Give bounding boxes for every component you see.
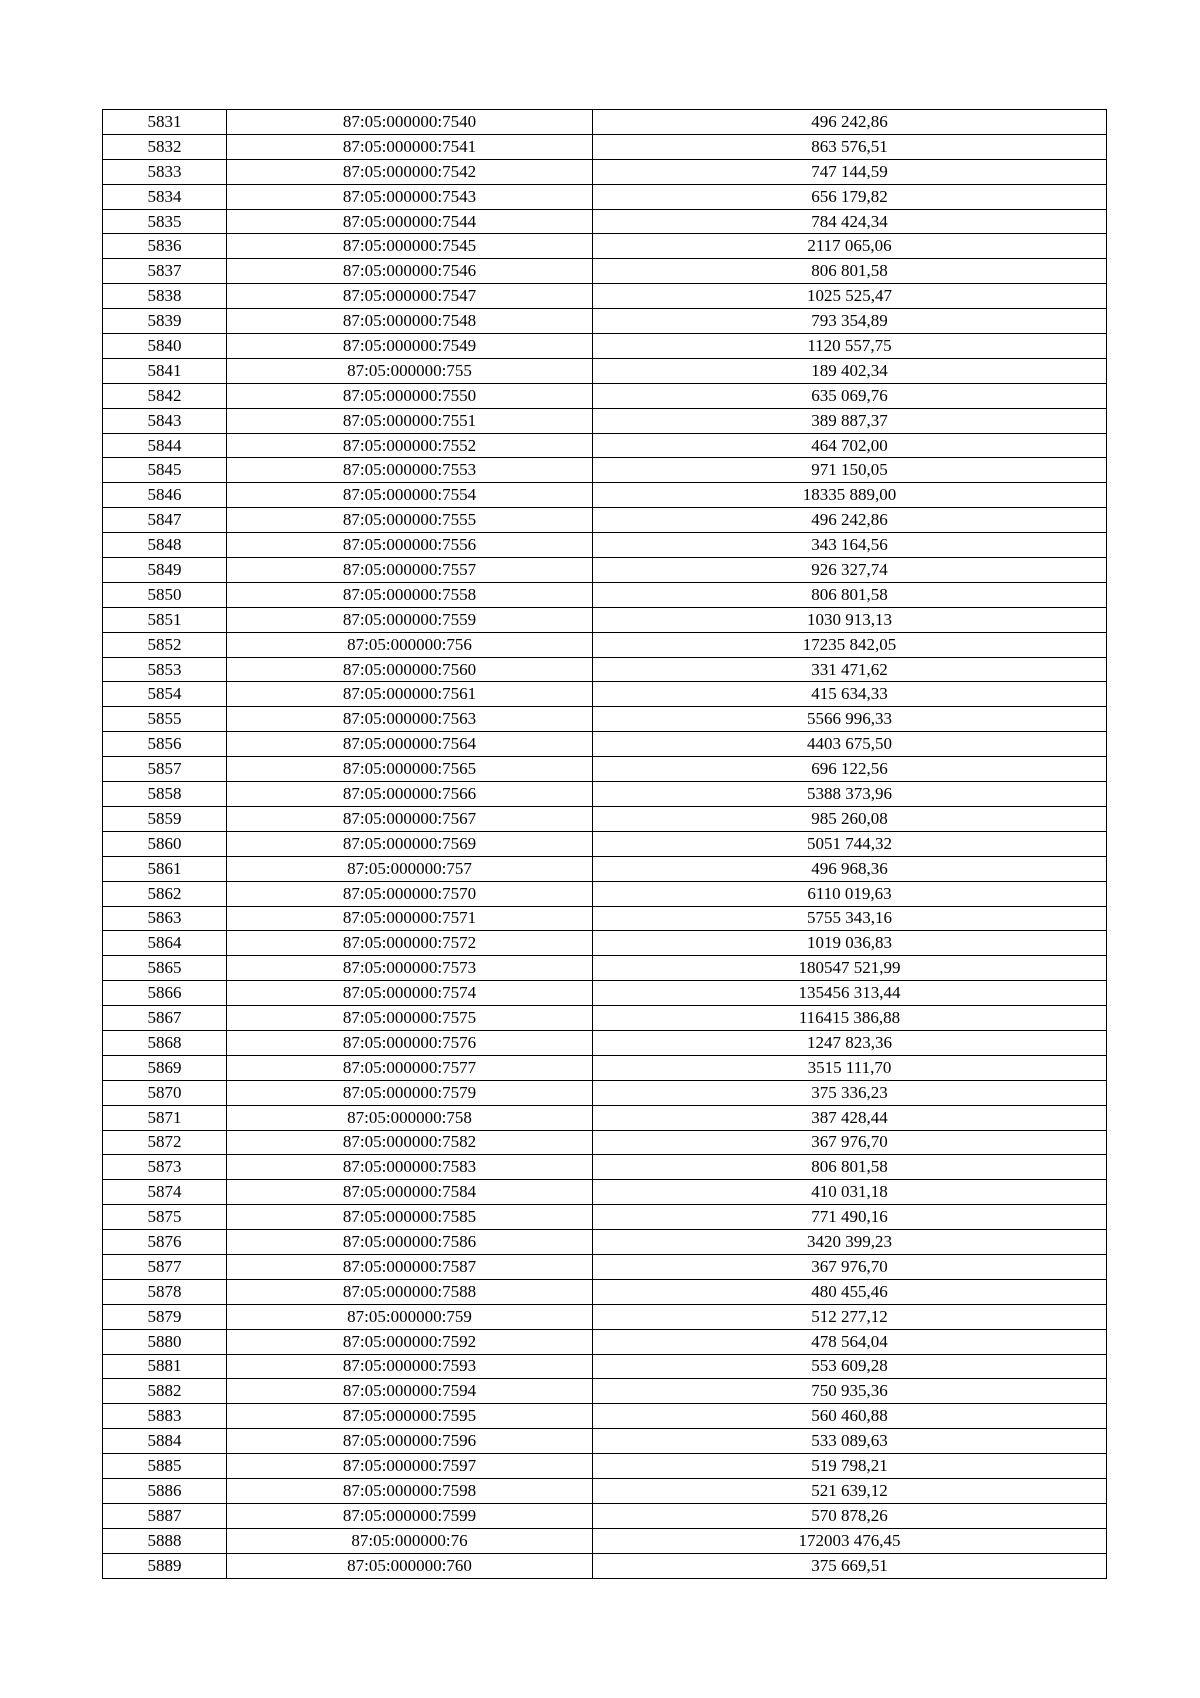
cadastral-value-cell: 533 089,63 bbox=[593, 1429, 1107, 1454]
cadastral-number-cell: 87:05:000000:758 bbox=[227, 1105, 593, 1130]
cadastral-number-cell: 87:05:000000:7540 bbox=[227, 110, 593, 135]
table-row bbox=[103, 906, 1107, 931]
cadastral-number-cell: 87:05:000000:7587 bbox=[227, 1254, 593, 1279]
row-number-cell: 5841 bbox=[103, 358, 227, 383]
cadastral-value-cell: 5051 744,32 bbox=[593, 831, 1107, 856]
cadastral-number-cell: 87:05:000000:7598 bbox=[227, 1478, 593, 1503]
cadastral-value-cell: 806 801,58 bbox=[593, 582, 1107, 607]
cadastral-number-cell: 87:05:000000:7567 bbox=[227, 806, 593, 831]
row-number-cell: 5838 bbox=[103, 284, 227, 309]
row-number-cell: 5883 bbox=[103, 1404, 227, 1429]
row-number-cell: 5850 bbox=[103, 582, 227, 607]
cadastral-value-cell: 793 354,89 bbox=[593, 309, 1107, 334]
row-number-cell: 5881 bbox=[103, 1354, 227, 1379]
cadastral-number-cell: 87:05:000000:76 bbox=[227, 1528, 593, 1553]
row-number-cell: 5844 bbox=[103, 433, 227, 458]
cadastral-value-table bbox=[102, 109, 1107, 1579]
cadastral-number-cell: 87:05:000000:7595 bbox=[227, 1404, 593, 1429]
cadastral-number-cell: 87:05:000000:7556 bbox=[227, 533, 593, 558]
cadastral-number-cell: 87:05:000000:7597 bbox=[227, 1454, 593, 1479]
cadastral-value-cell: 367 976,70 bbox=[593, 1130, 1107, 1155]
cadastral-number-cell: 87:05:000000:7576 bbox=[227, 1030, 593, 1055]
row-number-cell: 5879 bbox=[103, 1304, 227, 1329]
cadastral-number-cell: 87:05:000000:7585 bbox=[227, 1205, 593, 1230]
table-row bbox=[103, 657, 1107, 682]
cadastral-number-cell: 87:05:000000:7596 bbox=[227, 1429, 593, 1454]
table-row bbox=[103, 1130, 1107, 1155]
cadastral-value-cell: 635 069,76 bbox=[593, 383, 1107, 408]
table-row bbox=[103, 1404, 1107, 1429]
cadastral-value-cell: 6110 019,63 bbox=[593, 881, 1107, 906]
table-row bbox=[103, 1528, 1107, 1553]
row-number-cell: 5887 bbox=[103, 1503, 227, 1528]
row-number-cell: 5855 bbox=[103, 707, 227, 732]
row-number-cell: 5874 bbox=[103, 1180, 227, 1205]
cadastral-number-cell: 87:05:000000:7541 bbox=[227, 134, 593, 159]
row-number-cell: 5845 bbox=[103, 458, 227, 483]
cadastral-number-cell: 87:05:000000:7553 bbox=[227, 458, 593, 483]
table-row bbox=[103, 582, 1107, 607]
table-row bbox=[103, 533, 1107, 558]
cadastral-value-cell: 806 801,58 bbox=[593, 259, 1107, 284]
table-row bbox=[103, 284, 1107, 309]
row-number-cell: 5870 bbox=[103, 1080, 227, 1105]
cadastral-number-cell: 87:05:000000:7548 bbox=[227, 309, 593, 334]
table-row bbox=[103, 632, 1107, 657]
cadastral-number-cell: 87:05:000000:7550 bbox=[227, 383, 593, 408]
table-row bbox=[103, 458, 1107, 483]
cadastral-number-cell: 87:05:000000:7560 bbox=[227, 657, 593, 682]
cadastral-value-cell: 478 564,04 bbox=[593, 1329, 1107, 1354]
cadastral-number-cell: 87:05:000000:7584 bbox=[227, 1180, 593, 1205]
row-number-cell: 5889 bbox=[103, 1553, 227, 1578]
row-number-cell: 5858 bbox=[103, 782, 227, 807]
cadastral-number-cell: 87:05:000000:760 bbox=[227, 1553, 593, 1578]
cadastral-value-cell: 521 639,12 bbox=[593, 1478, 1107, 1503]
row-number-cell: 5886 bbox=[103, 1478, 227, 1503]
row-number-cell: 5873 bbox=[103, 1155, 227, 1180]
table-row bbox=[103, 259, 1107, 284]
table-row bbox=[103, 508, 1107, 533]
table-row bbox=[103, 732, 1107, 757]
row-number-cell: 5854 bbox=[103, 682, 227, 707]
cadastral-number-cell: 87:05:000000:7566 bbox=[227, 782, 593, 807]
row-number-cell: 5833 bbox=[103, 159, 227, 184]
cadastral-value-cell: 375 336,23 bbox=[593, 1080, 1107, 1105]
table-row bbox=[103, 1205, 1107, 1230]
cadastral-number-cell: 87:05:000000:7559 bbox=[227, 607, 593, 632]
row-number-cell: 5860 bbox=[103, 831, 227, 856]
cadastral-number-cell: 87:05:000000:7543 bbox=[227, 184, 593, 209]
cadastral-value-cell: 496 242,86 bbox=[593, 508, 1107, 533]
cadastral-value-cell: 5755 343,16 bbox=[593, 906, 1107, 931]
table-row bbox=[103, 159, 1107, 184]
cadastral-number-cell: 87:05:000000:7593 bbox=[227, 1354, 593, 1379]
table-row bbox=[103, 1055, 1107, 1080]
table-row bbox=[103, 682, 1107, 707]
cadastral-value-cell: 656 179,82 bbox=[593, 184, 1107, 209]
cadastral-number-cell: 87:05:000000:7572 bbox=[227, 931, 593, 956]
cadastral-value-cell: 415 634,33 bbox=[593, 682, 1107, 707]
cadastral-value-cell: 5388 373,96 bbox=[593, 782, 1107, 807]
cadastral-value-cell: 367 976,70 bbox=[593, 1254, 1107, 1279]
table-row bbox=[103, 1429, 1107, 1454]
cadastral-number-cell: 87:05:000000:7549 bbox=[227, 334, 593, 359]
table-row bbox=[103, 184, 1107, 209]
cadastral-number-cell: 87:05:000000:755 bbox=[227, 358, 593, 383]
table-row bbox=[103, 234, 1107, 259]
row-number-cell: 5885 bbox=[103, 1454, 227, 1479]
table-row bbox=[103, 1503, 1107, 1528]
row-number-cell: 5851 bbox=[103, 607, 227, 632]
table-row bbox=[103, 881, 1107, 906]
cadastral-value-cell: 375 669,51 bbox=[593, 1553, 1107, 1578]
row-number-cell: 5869 bbox=[103, 1055, 227, 1080]
cadastral-number-cell: 87:05:000000:7544 bbox=[227, 209, 593, 234]
cadastral-number-cell: 87:05:000000:7569 bbox=[227, 831, 593, 856]
row-number-cell: 5831 bbox=[103, 110, 227, 135]
cadastral-value-cell: 747 144,59 bbox=[593, 159, 1107, 184]
table-body bbox=[103, 110, 1107, 1579]
cadastral-value-cell: 464 702,00 bbox=[593, 433, 1107, 458]
cadastral-value-cell: 806 801,58 bbox=[593, 1155, 1107, 1180]
cadastral-value-cell: 410 031,18 bbox=[593, 1180, 1107, 1205]
cadastral-number-cell: 87:05:000000:7579 bbox=[227, 1080, 593, 1105]
row-number-cell: 5857 bbox=[103, 757, 227, 782]
row-number-cell: 5867 bbox=[103, 1006, 227, 1031]
cadastral-number-cell: 87:05:000000:7592 bbox=[227, 1329, 593, 1354]
cadastral-number-cell: 87:05:000000:7547 bbox=[227, 284, 593, 309]
row-number-cell: 5882 bbox=[103, 1379, 227, 1404]
cadastral-number-cell: 87:05:000000:7564 bbox=[227, 732, 593, 757]
row-number-cell: 5847 bbox=[103, 508, 227, 533]
table-row bbox=[103, 1105, 1107, 1130]
cadastral-number-cell: 87:05:000000:7571 bbox=[227, 906, 593, 931]
table-row bbox=[103, 1254, 1107, 1279]
cadastral-value-cell: 784 424,34 bbox=[593, 209, 1107, 234]
cadastral-value-cell: 343 164,56 bbox=[593, 533, 1107, 558]
cadastral-number-cell: 87:05:000000:7574 bbox=[227, 981, 593, 1006]
table-row bbox=[103, 856, 1107, 881]
row-number-cell: 5852 bbox=[103, 632, 227, 657]
cadastral-value-cell: 116415 386,88 bbox=[593, 1006, 1107, 1031]
cadastral-number-cell: 87:05:000000:7588 bbox=[227, 1279, 593, 1304]
cadastral-value-cell: 512 277,12 bbox=[593, 1304, 1107, 1329]
row-number-cell: 5872 bbox=[103, 1130, 227, 1155]
table-row bbox=[103, 931, 1107, 956]
cadastral-number-cell: 87:05:000000:7575 bbox=[227, 1006, 593, 1031]
cadastral-value-cell: 180547 521,99 bbox=[593, 956, 1107, 981]
cadastral-value-cell: 750 935,36 bbox=[593, 1379, 1107, 1404]
row-number-cell: 5842 bbox=[103, 383, 227, 408]
cadastral-number-cell: 87:05:000000:7557 bbox=[227, 558, 593, 583]
row-number-cell: 5853 bbox=[103, 657, 227, 682]
cadastral-number-cell: 87:05:000000:756 bbox=[227, 632, 593, 657]
cadastral-value-cell: 172003 476,45 bbox=[593, 1528, 1107, 1553]
row-number-cell: 5888 bbox=[103, 1528, 227, 1553]
table-row bbox=[103, 433, 1107, 458]
table-row bbox=[103, 209, 1107, 234]
cadastral-value-cell: 926 327,74 bbox=[593, 558, 1107, 583]
row-number-cell: 5856 bbox=[103, 732, 227, 757]
row-number-cell: 5880 bbox=[103, 1329, 227, 1354]
row-number-cell: 5868 bbox=[103, 1030, 227, 1055]
row-number-cell: 5878 bbox=[103, 1279, 227, 1304]
table-row bbox=[103, 1478, 1107, 1503]
table-row bbox=[103, 334, 1107, 359]
row-number-cell: 5837 bbox=[103, 259, 227, 284]
cadastral-value-cell: 189 402,34 bbox=[593, 358, 1107, 383]
table-row bbox=[103, 383, 1107, 408]
table-row bbox=[103, 1379, 1107, 1404]
table-row bbox=[103, 558, 1107, 583]
table-row bbox=[103, 782, 1107, 807]
row-number-cell: 5875 bbox=[103, 1205, 227, 1230]
cadastral-number-cell: 87:05:000000:7554 bbox=[227, 483, 593, 508]
cadastral-value-cell: 553 609,28 bbox=[593, 1354, 1107, 1379]
cadastral-number-cell: 87:05:000000:7552 bbox=[227, 433, 593, 458]
row-number-cell: 5840 bbox=[103, 334, 227, 359]
cadastral-number-cell: 87:05:000000:7573 bbox=[227, 956, 593, 981]
table-row bbox=[103, 134, 1107, 159]
cadastral-number-cell: 87:05:000000:7582 bbox=[227, 1130, 593, 1155]
row-number-cell: 5877 bbox=[103, 1254, 227, 1279]
row-number-cell: 5835 bbox=[103, 209, 227, 234]
table-row bbox=[103, 707, 1107, 732]
row-number-cell: 5834 bbox=[103, 184, 227, 209]
row-number-cell: 5884 bbox=[103, 1429, 227, 1454]
cadastral-value-cell: 17235 842,05 bbox=[593, 632, 1107, 657]
row-number-cell: 5859 bbox=[103, 806, 227, 831]
row-number-cell: 5836 bbox=[103, 234, 227, 259]
row-number-cell: 5866 bbox=[103, 981, 227, 1006]
table-row bbox=[103, 831, 1107, 856]
cadastral-number-cell: 87:05:000000:7594 bbox=[227, 1379, 593, 1404]
table-row bbox=[103, 1354, 1107, 1379]
cadastral-number-cell: 87:05:000000:7586 bbox=[227, 1230, 593, 1255]
table-row bbox=[103, 1230, 1107, 1255]
cadastral-number-cell: 87:05:000000:7558 bbox=[227, 582, 593, 607]
table-row bbox=[103, 1080, 1107, 1105]
table-row bbox=[103, 1030, 1107, 1055]
cadastral-value-cell: 560 460,88 bbox=[593, 1404, 1107, 1429]
cadastral-value-cell: 1120 557,75 bbox=[593, 334, 1107, 359]
cadastral-value-cell: 3420 399,23 bbox=[593, 1230, 1107, 1255]
cadastral-number-cell: 87:05:000000:7561 bbox=[227, 682, 593, 707]
table-row bbox=[103, 1006, 1107, 1031]
table-row bbox=[103, 1155, 1107, 1180]
cadastral-value-cell: 3515 111,70 bbox=[593, 1055, 1107, 1080]
cadastral-value-cell: 4403 675,50 bbox=[593, 732, 1107, 757]
table-row bbox=[103, 358, 1107, 383]
row-number-cell: 5865 bbox=[103, 956, 227, 981]
row-number-cell: 5849 bbox=[103, 558, 227, 583]
row-number-cell: 5864 bbox=[103, 931, 227, 956]
table-row bbox=[103, 956, 1107, 981]
cadastral-value-cell: 696 122,56 bbox=[593, 757, 1107, 782]
cadastral-value-cell: 496 242,86 bbox=[593, 110, 1107, 135]
table-row bbox=[103, 483, 1107, 508]
row-number-cell: 5862 bbox=[103, 881, 227, 906]
row-number-cell: 5863 bbox=[103, 906, 227, 931]
table-row bbox=[103, 1454, 1107, 1479]
cadastral-number-cell: 87:05:000000:7542 bbox=[227, 159, 593, 184]
cadastral-value-cell: 570 878,26 bbox=[593, 1503, 1107, 1528]
table-row bbox=[103, 757, 1107, 782]
row-number-cell: 5871 bbox=[103, 1105, 227, 1130]
table-row bbox=[103, 806, 1107, 831]
cadastral-number-cell: 87:05:000000:7599 bbox=[227, 1503, 593, 1528]
cadastral-value-cell: 135456 313,44 bbox=[593, 981, 1107, 1006]
table-row bbox=[103, 110, 1107, 135]
table-row bbox=[103, 1279, 1107, 1304]
row-number-cell: 5843 bbox=[103, 408, 227, 433]
cadastral-value-cell: 1019 036,83 bbox=[593, 931, 1107, 956]
row-number-cell: 5839 bbox=[103, 309, 227, 334]
table-row bbox=[103, 607, 1107, 632]
table-row bbox=[103, 1304, 1107, 1329]
row-number-cell: 5876 bbox=[103, 1230, 227, 1255]
cadastral-number-cell: 87:05:000000:7570 bbox=[227, 881, 593, 906]
cadastral-number-cell: 87:05:000000:757 bbox=[227, 856, 593, 881]
cadastral-value-cell: 1025 525,47 bbox=[593, 284, 1107, 309]
cadastral-value-cell: 496 968,36 bbox=[593, 856, 1107, 881]
cadastral-number-cell: 87:05:000000:7563 bbox=[227, 707, 593, 732]
cadastral-number-cell: 87:05:000000:7565 bbox=[227, 757, 593, 782]
row-number-cell: 5861 bbox=[103, 856, 227, 881]
cadastral-value-cell: 1030 913,13 bbox=[593, 607, 1107, 632]
cadastral-value-cell: 519 798,21 bbox=[593, 1454, 1107, 1479]
table-row bbox=[103, 309, 1107, 334]
cadastral-number-cell: 87:05:000000:759 bbox=[227, 1304, 593, 1329]
table-row bbox=[103, 408, 1107, 433]
table-row bbox=[103, 1553, 1107, 1578]
cadastral-value-cell: 5566 996,33 bbox=[593, 707, 1107, 732]
cadastral-value-cell: 387 428,44 bbox=[593, 1105, 1107, 1130]
row-number-cell: 5832 bbox=[103, 134, 227, 159]
cadastral-value-cell: 771 490,16 bbox=[593, 1205, 1107, 1230]
cadastral-value-cell: 18335 889,00 bbox=[593, 483, 1107, 508]
cadastral-value-cell: 331 471,62 bbox=[593, 657, 1107, 682]
cadastral-value-cell: 971 150,05 bbox=[593, 458, 1107, 483]
table-row bbox=[103, 1329, 1107, 1354]
cadastral-value-cell: 863 576,51 bbox=[593, 134, 1107, 159]
table-row bbox=[103, 981, 1107, 1006]
cadastral-value-cell: 480 455,46 bbox=[593, 1279, 1107, 1304]
table-row bbox=[103, 1180, 1107, 1205]
cadastral-number-cell: 87:05:000000:7545 bbox=[227, 234, 593, 259]
cadastral-value-cell: 985 260,08 bbox=[593, 806, 1107, 831]
row-number-cell: 5848 bbox=[103, 533, 227, 558]
cadastral-number-cell: 87:05:000000:7546 bbox=[227, 259, 593, 284]
cadastral-number-cell: 87:05:000000:7583 bbox=[227, 1155, 593, 1180]
cadastral-value-cell: 389 887,37 bbox=[593, 408, 1107, 433]
cadastral-number-cell: 87:05:000000:7577 bbox=[227, 1055, 593, 1080]
row-number-cell: 5846 bbox=[103, 483, 227, 508]
cadastral-number-cell: 87:05:000000:7555 bbox=[227, 508, 593, 533]
cadastral-value-cell: 1247 823,36 bbox=[593, 1030, 1107, 1055]
cadastral-value-cell: 2117 065,06 bbox=[593, 234, 1107, 259]
cadastral-number-cell: 87:05:000000:7551 bbox=[227, 408, 593, 433]
